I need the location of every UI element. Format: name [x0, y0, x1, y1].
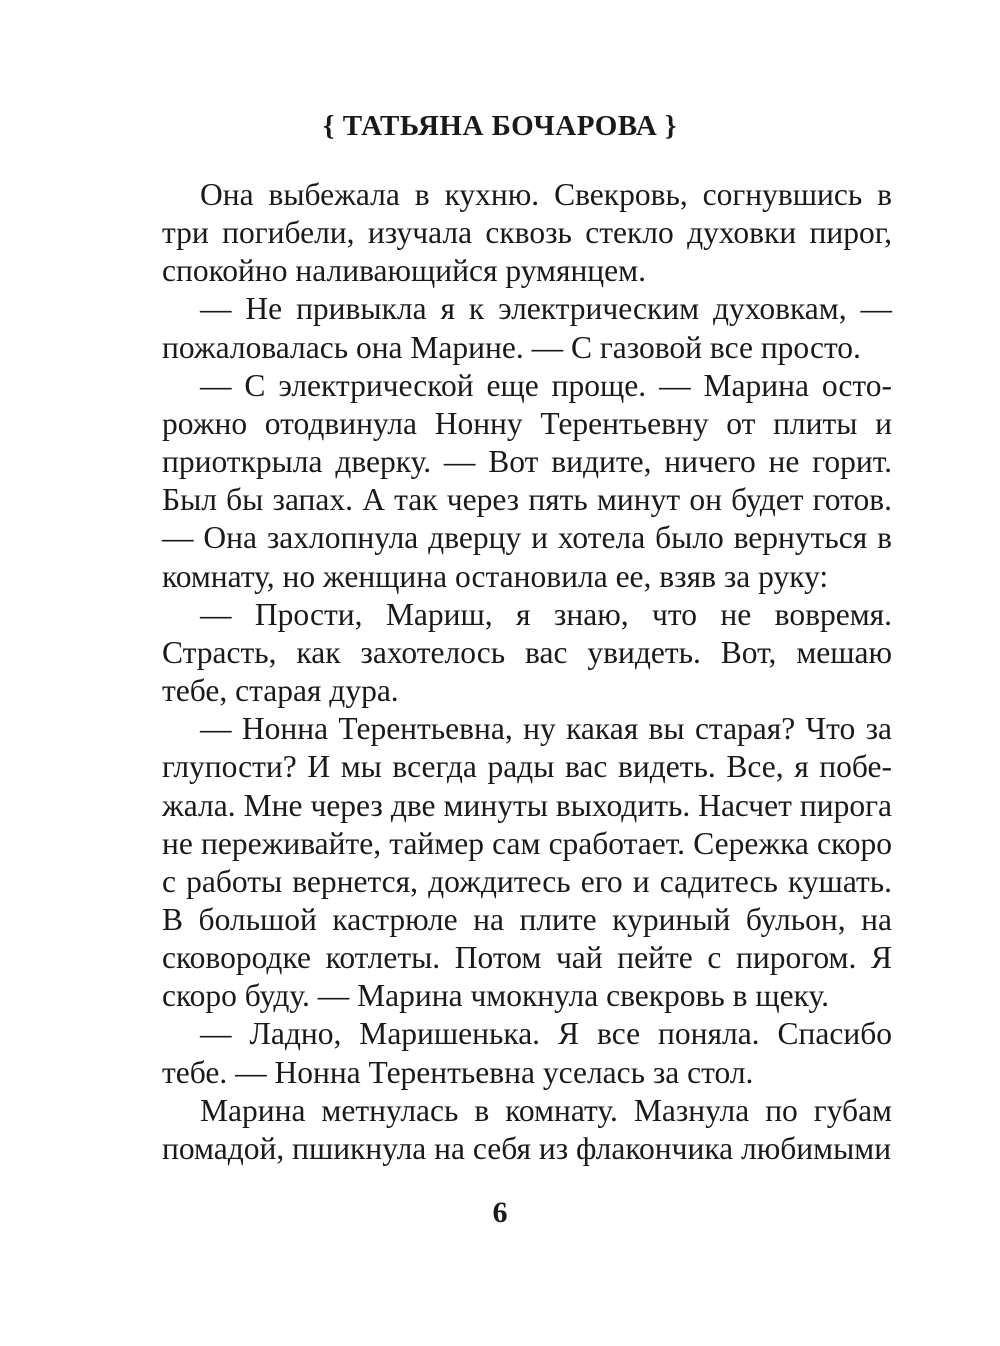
paragraph: — Не привыкла я к электрическим духовкам, — пожаловалась она Марине. — С газовой все просто.	[162, 291, 892, 365]
paragraph: — С электрической еще проще. — Марина осторожно отодвинула Нонну Терентьевну от плиты и приоткрыла дверку. — Вот видите, ничего не горит. Был бы запах. А так через пять минут он будет готов. — Она захлопнула дверцу и хотела было вернуться в комнату, но женщина остановила ее, взяв за руку:	[162, 367, 892, 594]
body-text	[162, 176, 892, 1168]
running-head: { ТАТЬЯНА БОЧАРОВА }	[323, 110, 677, 142]
paragraph: Она выбежала в кухню. Свекровь, согнувшись в три погибели, изучала сквозь стекло духовки пирог, спокойно наливающийся румянцем.	[162, 177, 892, 289]
paragraph: — Прости, Мариш, я знаю, что не вовремя. Страсть, как захотелось вас увидеть. Вот, мешаю тебе, старая дура.	[162, 596, 892, 709]
paragraph: — Ладно, Маришенька. Я все поняла. Спасибо тебе. — Нонна Терентьевна уселась за стол.	[162, 1016, 892, 1090]
paragraph: — Нонна Терентьевна, ну какая вы старая? Что за глупости? И мы всегда рады вас видеть. Все, я побежала. Мне через две минуты выходить. Насчет пирога не переживайте, таймер сам сработает. Сережка скоро с работы вернется, дождитесь его и садитесь кушать. В большой кастрюле на плите куриный бульон, на сковородке котлеты. Потом чай пейте с пирогом. Я скоро буду. — Марина чмокнула свекровь в щеку.	[162, 711, 892, 1014]
page-number: 6	[492, 1196, 508, 1229]
paragraph: Марина метнулась в комнату. Мазнула по губам помадой, пшикнула на себя из флакончика любимыми	[162, 1092, 892, 1166]
